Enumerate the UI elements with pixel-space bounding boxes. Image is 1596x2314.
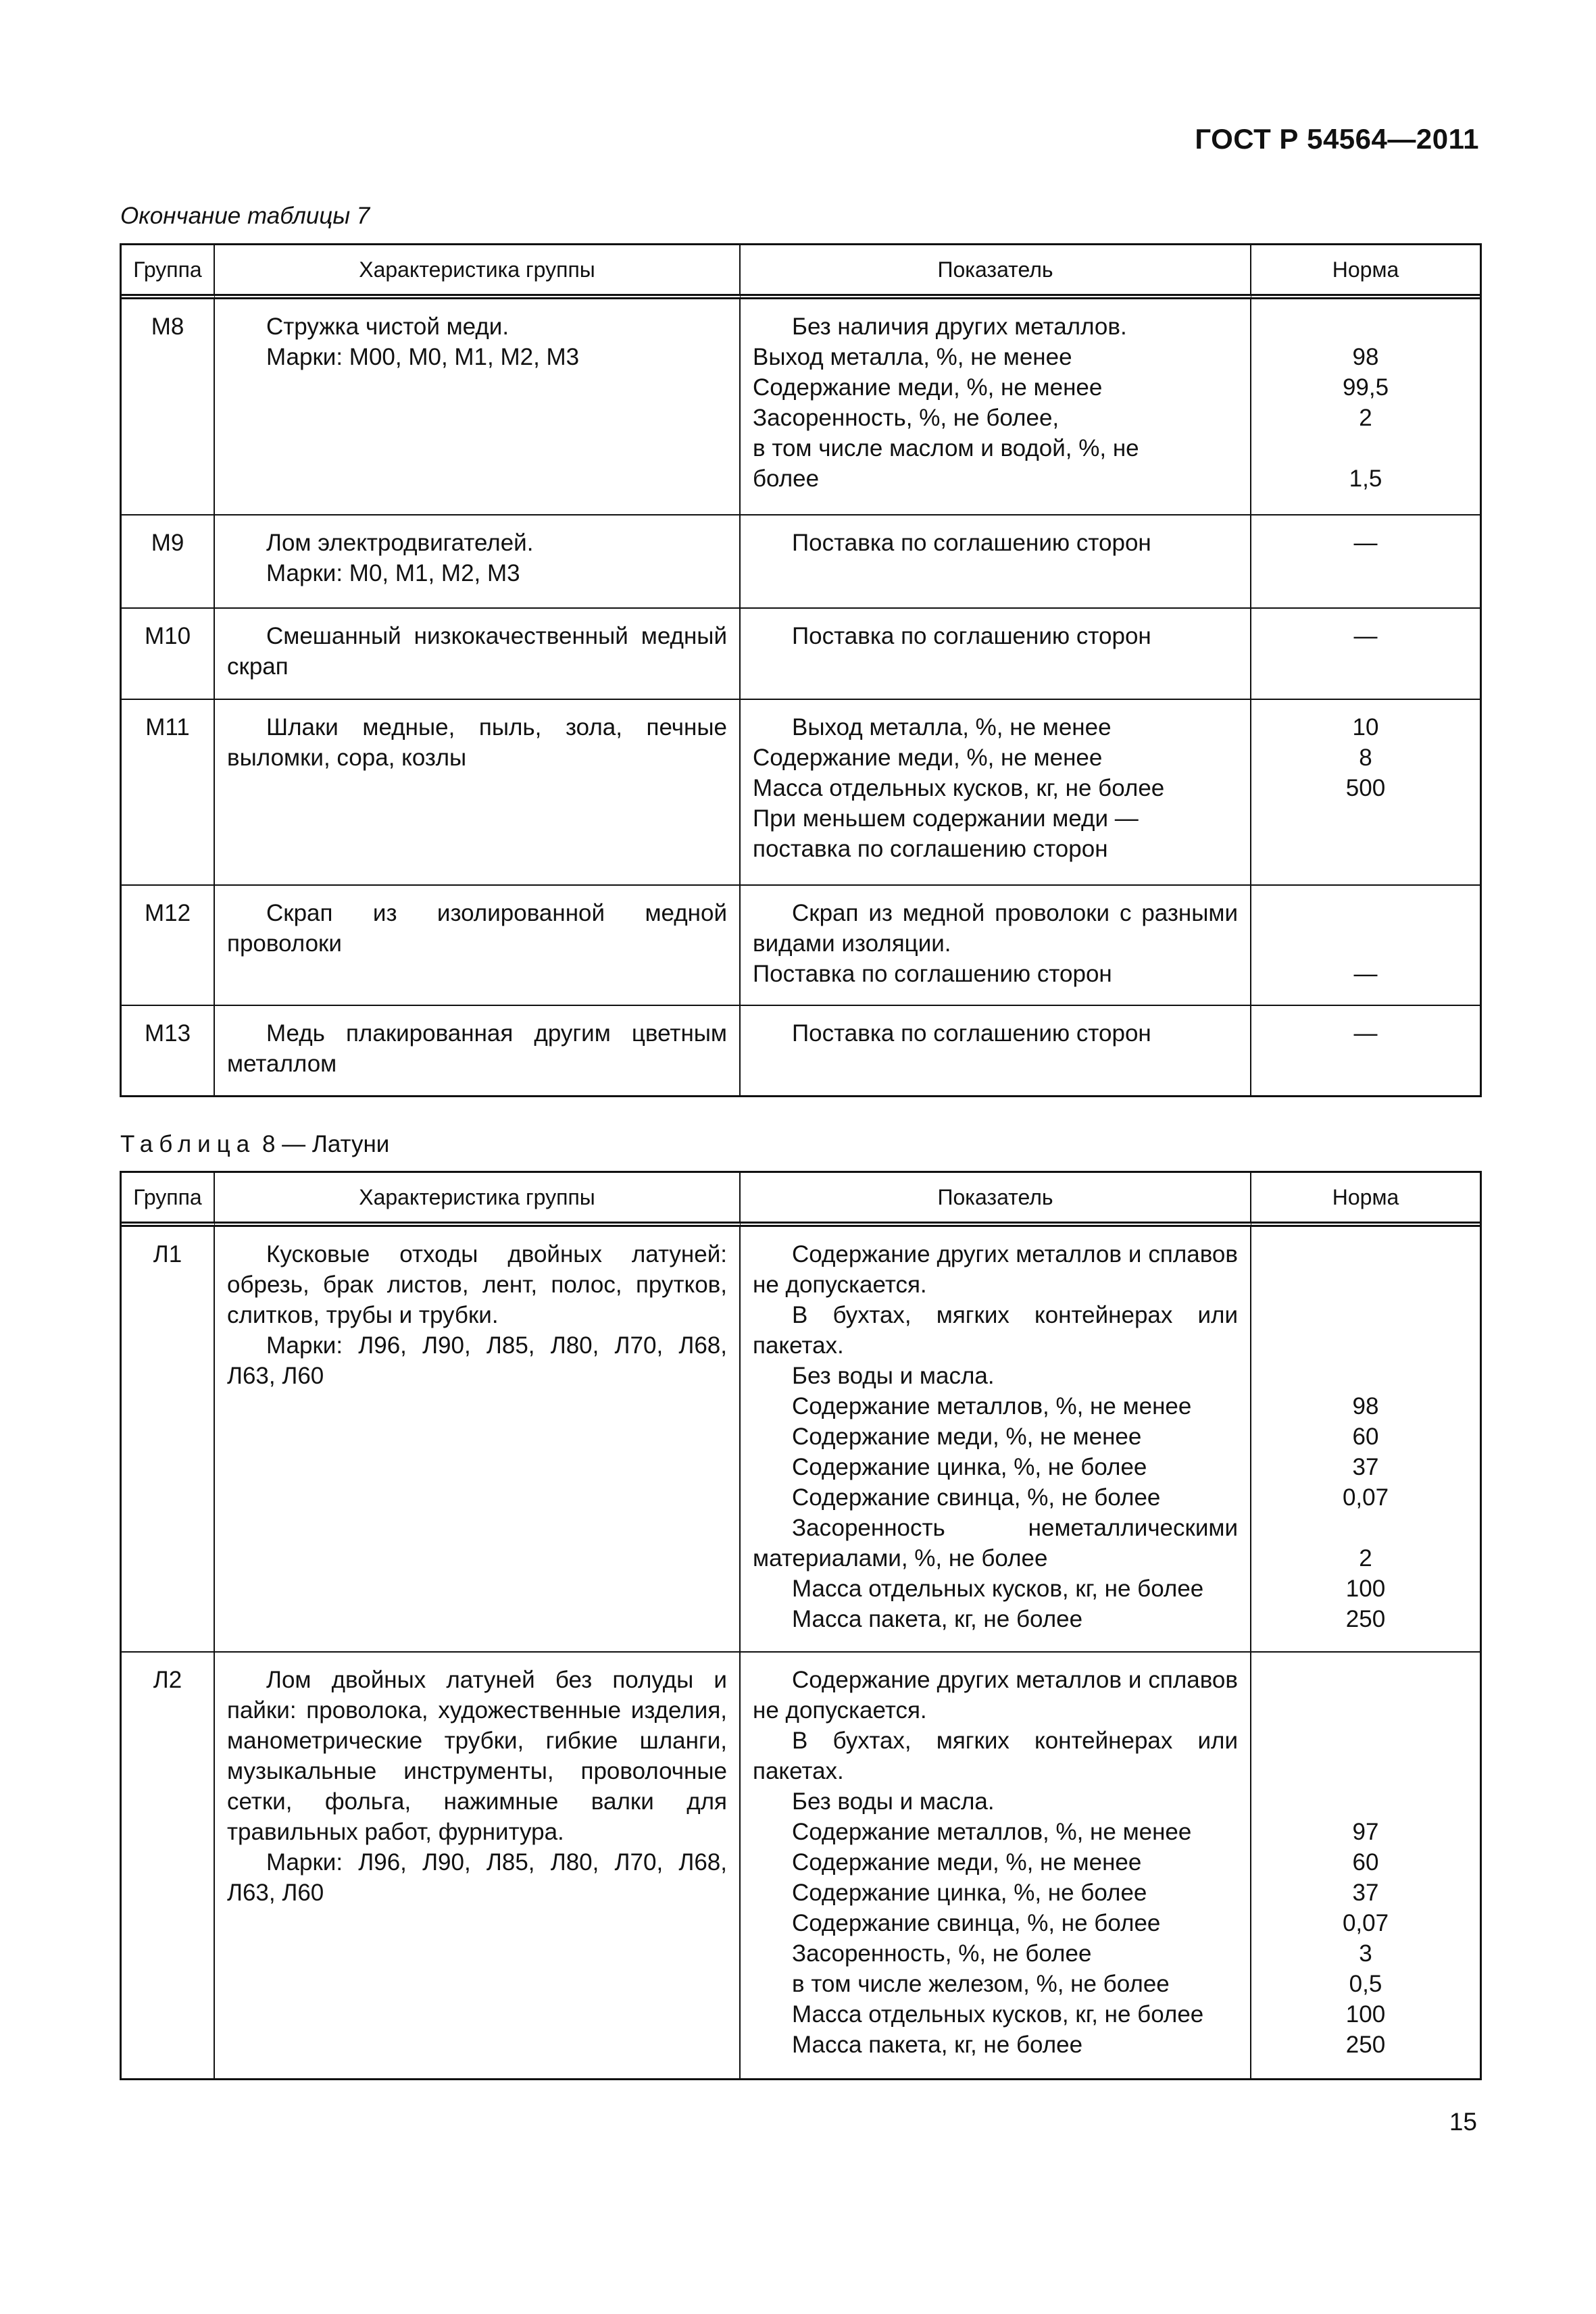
characteristic-cell: [215, 1653, 741, 2078]
characteristic-text: Стружка чистой меди. Марки: М00, М0, М1, М2, М3: [266, 313, 580, 370]
table-row: [122, 1227, 1480, 1653]
characteristic-text: Лом электродвигателей. Марки: М0, М1, М2, М3: [266, 530, 534, 586]
table-7: [120, 243, 1482, 1097]
norm-cell: [1251, 515, 1480, 609]
group-cell: М11: [122, 700, 215, 886]
column-header-norm: Норма: [1251, 245, 1480, 299]
norm-text: —: [1353, 530, 1378, 556]
indicator-cell: [741, 700, 1251, 886]
norm-text: 97 60 37 0,07 3 0,5 100 250: [1342, 1819, 1389, 2058]
indicator-text: Масса отдельных кусков, кг, не более Масса пакета, кг, не более: [792, 1576, 1204, 1632]
indicator-cell: [741, 1006, 1251, 1095]
characteristic-cell: [215, 515, 741, 609]
characteristic-cell: [215, 1227, 741, 1653]
indicator-cell: [741, 609, 1251, 700]
indicator-text: Без воды и масла. Содержание металлов, %, не менее Содержание меди, %, не менее Содержание цинка, %, не более Содержание свинца, %, не более: [792, 1363, 1192, 1511]
table-row: [122, 1653, 1480, 2078]
table-row: [122, 609, 1480, 700]
norm-cell: [1251, 700, 1480, 886]
page-number: 15: [1449, 2108, 1477, 2136]
characteristic-grades: Марки: Л96, Л90, Л85, Л80, Л70, Л68, Л63, Л60: [227, 1332, 727, 1389]
characteristic-grades: Марки: Л96, Л90, Л85, Л80, Л70, Л68, Л63, Л60: [227, 1849, 727, 1906]
indicator-text: Засоренность неметаллическими материалами, %, не более: [753, 1515, 1238, 1571]
norm-text: —: [1353, 623, 1378, 649]
indicator-text: Выход металла, %, не менее Содержание меди, %, не менее Масса отдельных кусков, кг, не более При меньшем содержании меди — поставка по соглашению сторон: [753, 714, 1165, 862]
indicator-text: Без наличия других металлов. Выход металла, %, не менее Содержание меди, %, не менее Засоренность, %, не более, в том числе маслом и водой, %, не более: [753, 313, 1139, 492]
group-cell: М9: [122, 515, 215, 609]
table7-caption: Окончание таблицы 7: [120, 203, 370, 229]
column-header-norm: Норма: [1251, 1173, 1480, 1227]
document-code: ГОСТ Р 54564—2011: [1195, 123, 1479, 155]
column-header-group: Группа: [122, 245, 215, 299]
characteristic-cell: [215, 886, 741, 1006]
norm-text: 98 60 37 0,07 2 100 250: [1342, 1393, 1389, 1632]
table-row: [122, 515, 1480, 609]
indicator-text: Без воды и масла. Содержание металлов, %, не менее Содержание меди, %, не менее Содержание цинка, %, не более Содержание свинца, %, не более Засоренность, %, не более в том числе железом, %, не более Масса отдельных кусков, кг, не более Масса пакета, кг, не более: [792, 1788, 1204, 2058]
table-8: [120, 1171, 1482, 2080]
characteristic-text: Скрап из изолированной медной проволоки: [227, 900, 727, 957]
indicator-cell: [741, 1653, 1251, 2078]
group-cell: Л1: [122, 1227, 215, 1653]
column-header-indicator: Показатель: [741, 245, 1251, 299]
norm-text: —: [1353, 961, 1378, 987]
group-cell: М13: [122, 1006, 215, 1095]
group-cell: М12: [122, 886, 215, 1006]
table8-caption: [120, 1131, 389, 1158]
table8-caption-label: Таблица: [120, 1131, 256, 1157]
characteristic-text: Шлаки медные, пыль, зола, печные выломки, сора, козлы: [227, 714, 727, 771]
column-header-indicator: Показатель: [741, 1173, 1251, 1227]
column-header-group: Группа: [122, 1173, 215, 1227]
indicator-text: Поставка по соглашению сторон: [792, 530, 1151, 556]
table-row: [122, 299, 1480, 515]
norm-text: 10 8 500: [1345, 714, 1386, 801]
indicator-text: Поставка по соглашению сторон: [792, 1020, 1151, 1047]
indicator-text: Содержание других металлов и сплавов не допускается.: [753, 1241, 1238, 1298]
characteristic-text: Лом двойных латуней без полуды и пайки: проволока, художественные изделия, манометрические трубки, гибкие шланги, музыкальные инструменты, проволочные сетки, фольга, нажимные валки для травильных работ, фурнитура.: [227, 1667, 727, 1845]
characteristic-text: Кусковые отходы двойных латуней: обрезь, брак листов, лент, полос, прутков, слитков, трубы и трубки.: [227, 1241, 727, 1328]
table-row: [122, 700, 1480, 886]
characteristic-text: Медь плакированная другим цветным металлом: [227, 1020, 727, 1077]
characteristic-cell: [215, 1006, 741, 1095]
indicator-cell: [741, 515, 1251, 609]
table8-caption-text: 8 — Латуни: [261, 1131, 390, 1157]
norm-cell: [1251, 1006, 1480, 1095]
table-row: [122, 1006, 1480, 1095]
table-row: [122, 886, 1480, 1006]
table-header-row: [122, 245, 1480, 299]
indicator-cell: [741, 1227, 1251, 1653]
indicator-cell: [741, 299, 1251, 515]
norm-cell: [1251, 1653, 1480, 2078]
group-cell: Л2: [122, 1653, 215, 2078]
indicator-text: Содержание других металлов и сплавов не допускается.: [753, 1667, 1238, 1724]
indicator-text: Скрап из медной проволоки с разными видами изоляции. Поставка по соглашению сторон: [753, 900, 1238, 987]
characteristic-text: Смешанный низкокачественный медный скрап: [227, 623, 727, 680]
norm-cell: [1251, 609, 1480, 700]
norm-cell: [1251, 299, 1480, 515]
indicator-cell: [741, 886, 1251, 1006]
column-header-characteristic: Характеристика группы: [215, 1173, 741, 1227]
table-header-row: [122, 1173, 1480, 1227]
indicator-text: В бухтах, мягких контейнерах или пакетах.: [753, 1728, 1238, 1784]
norm-text: —: [1353, 1020, 1378, 1047]
group-cell: М10: [122, 609, 215, 700]
norm-cell: [1251, 886, 1480, 1006]
indicator-text: В бухтах, мягких контейнерах или пакетах.: [753, 1302, 1238, 1359]
characteristic-cell: [215, 609, 741, 700]
norm-text: 98 99,5 2 1,5: [1342, 344, 1389, 492]
indicator-text: Поставка по соглашению сторон: [792, 623, 1151, 649]
column-header-characteristic: Характеристика группы: [215, 245, 741, 299]
norm-cell: [1251, 1227, 1480, 1653]
characteristic-cell: [215, 299, 741, 515]
characteristic-cell: [215, 700, 741, 886]
group-cell: М8: [122, 299, 215, 515]
